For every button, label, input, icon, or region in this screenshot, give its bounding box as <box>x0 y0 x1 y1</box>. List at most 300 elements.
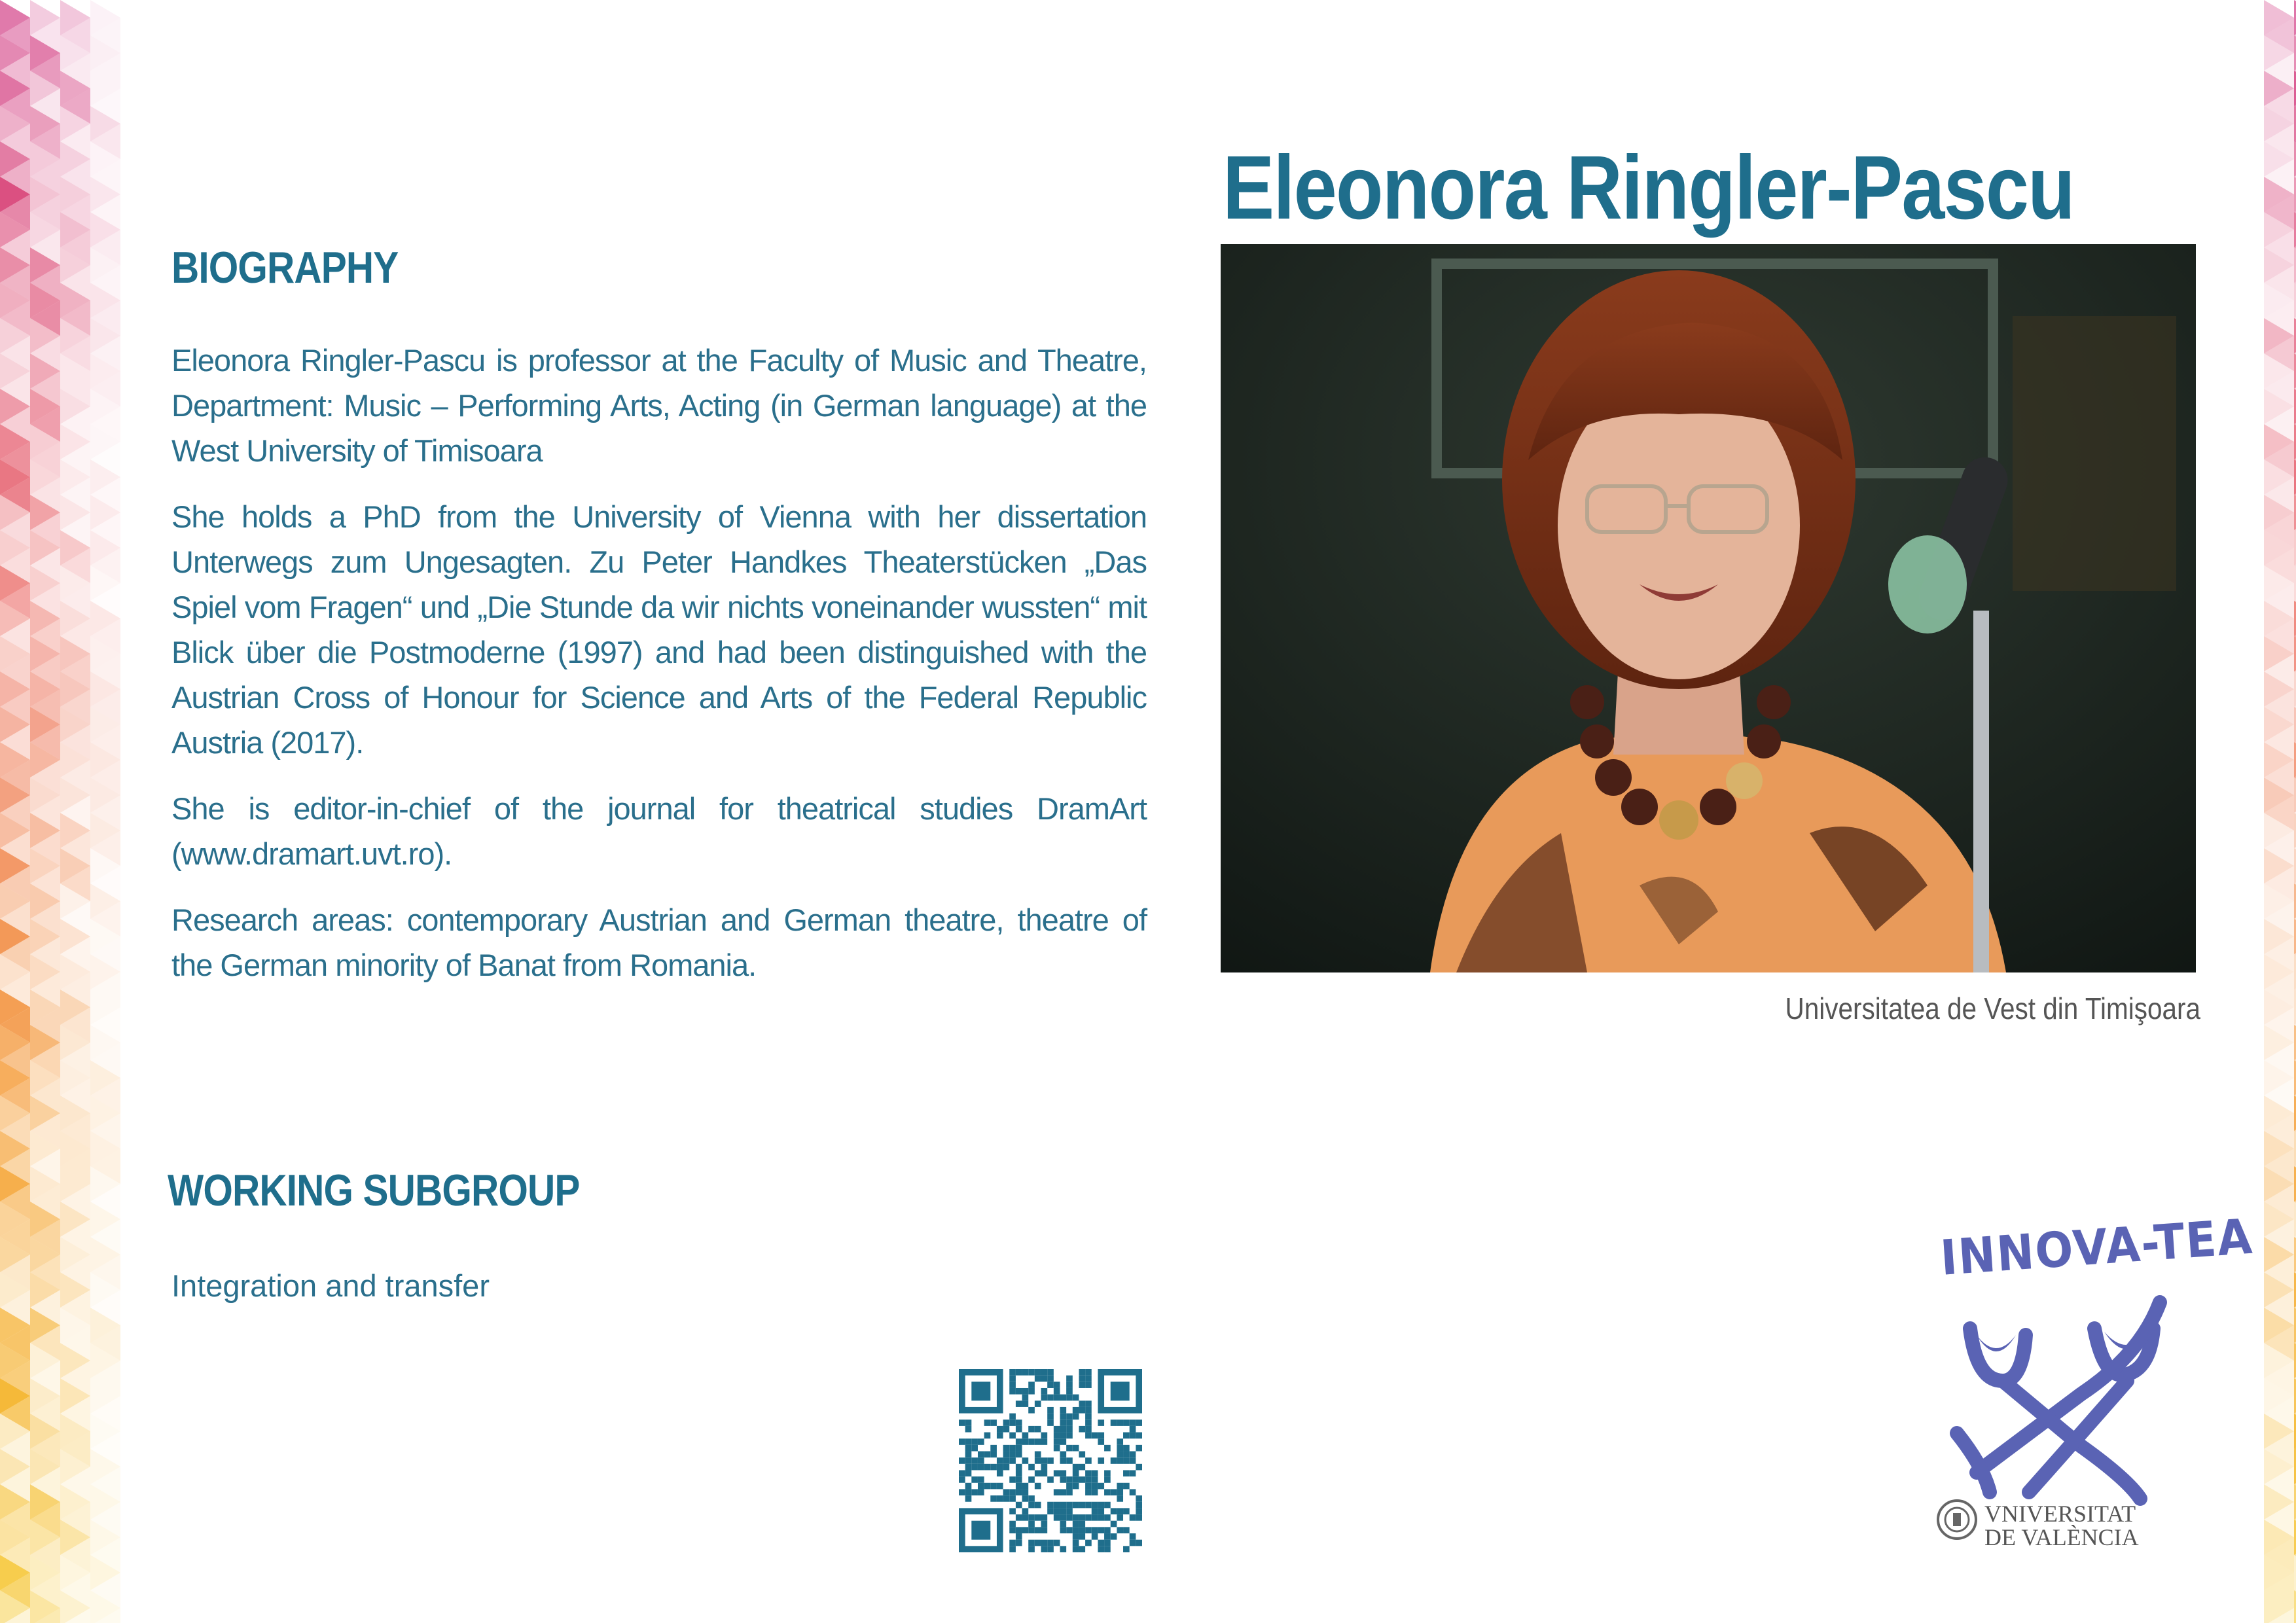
qr-module <box>1016 1527 1022 1533</box>
qr-module <box>1111 1489 1117 1495</box>
qr-module <box>971 1489 978 1495</box>
qr-module <box>978 1476 984 1483</box>
university-name-line1: VNIVERSITAT <box>1984 1501 2136 1527</box>
qr-module <box>1073 1540 1079 1546</box>
qr-module <box>1136 1508 1142 1514</box>
qr-module <box>1079 1521 1085 1527</box>
qr-module <box>1003 1419 1010 1426</box>
qr-module <box>997 1483 1003 1489</box>
qr-module <box>965 1452 972 1458</box>
qr-module <box>1066 1433 1073 1439</box>
qr-module <box>1041 1521 1048 1527</box>
qr-module <box>1085 1376 1092 1382</box>
qr-module <box>1041 1438 1048 1445</box>
qr-module <box>1066 1457 1073 1464</box>
qr-module <box>1016 1489 1022 1495</box>
qr-module <box>1060 1438 1066 1445</box>
qr-module <box>1085 1400 1092 1407</box>
qr-module <box>1035 1369 1041 1376</box>
qr-module <box>1066 1514 1073 1521</box>
qr-module <box>959 1489 965 1495</box>
qr-module <box>1028 1527 1035 1533</box>
qr-module <box>1073 1546 1079 1552</box>
qr-module <box>1022 1438 1029 1445</box>
qr-module <box>1047 1502 1054 1508</box>
qr-module <box>1136 1495 1142 1502</box>
qr-module <box>1022 1433 1029 1439</box>
qr-module <box>978 1483 984 1489</box>
qr-module <box>1104 1533 1111 1540</box>
qr-module <box>1073 1395 1079 1401</box>
qr-module <box>1098 1508 1104 1514</box>
qr-module <box>1111 1533 1117 1540</box>
qr-module <box>1079 1464 1085 1471</box>
qr-module <box>1028 1382 1035 1388</box>
qr-module <box>978 1489 984 1495</box>
qr-module <box>990 1445 997 1452</box>
qr-module <box>1016 1533 1022 1540</box>
qr-module <box>1085 1382 1092 1388</box>
qr-module <box>971 1476 978 1483</box>
qr-module <box>1092 1433 1098 1439</box>
qr-module <box>1041 1457 1048 1464</box>
qr-module <box>1136 1502 1142 1508</box>
qr-module <box>1060 1521 1066 1527</box>
qr-module <box>1047 1382 1054 1388</box>
qr-module <box>1079 1376 1085 1382</box>
qr-module <box>1066 1419 1073 1426</box>
qr-module <box>1092 1502 1098 1508</box>
qr-module <box>984 1419 991 1426</box>
qr-module <box>1035 1400 1041 1407</box>
qr-module <box>959 1419 965 1426</box>
qr-module <box>1085 1527 1092 1533</box>
qr-module <box>1028 1546 1035 1552</box>
qr-module <box>1085 1433 1092 1439</box>
qr-module <box>1111 1382 1130 1400</box>
qr-module <box>1079 1533 1085 1540</box>
qr-module <box>965 1457 972 1464</box>
qr-module <box>1111 1521 1117 1527</box>
qr-module <box>1111 1419 1117 1426</box>
qr-module <box>1117 1508 1123 1514</box>
qr-module <box>1028 1514 1035 1521</box>
qr-module <box>997 1433 1003 1439</box>
qr-module <box>1060 1419 1066 1426</box>
qr-module <box>1085 1407 1092 1414</box>
qr-module <box>1054 1388 1060 1395</box>
qr-module <box>959 1438 965 1445</box>
innova-tea-logo <box>1931 1208 2255 1558</box>
left-triangle-mosaic-border <box>0 0 121 1623</box>
qr-module <box>1047 1457 1054 1464</box>
qr-module <box>1136 1540 1142 1546</box>
qr-module <box>1079 1514 1085 1521</box>
qr-module <box>1060 1527 1066 1533</box>
qr-module <box>1041 1540 1048 1546</box>
qr-module <box>1092 1489 1098 1495</box>
qr-module <box>1117 1483 1123 1489</box>
qr-module <box>1104 1445 1111 1452</box>
qr-module <box>1009 1414 1016 1420</box>
qr-module <box>959 1476 965 1483</box>
qr-module <box>1009 1433 1016 1439</box>
qr-module <box>1085 1540 1092 1546</box>
qr-module <box>1041 1369 1048 1376</box>
qr-module <box>1060 1502 1066 1508</box>
qr-module <box>1016 1483 1022 1489</box>
qr-module <box>997 1470 1003 1476</box>
qr-module <box>984 1433 991 1439</box>
qr-module <box>1054 1445 1060 1452</box>
qr-module <box>1041 1470 1048 1476</box>
qr-module <box>1047 1407 1054 1414</box>
qr-module <box>1047 1395 1054 1401</box>
qr-module <box>1060 1508 1066 1514</box>
qr-module <box>1041 1546 1048 1552</box>
qr-module <box>1092 1514 1098 1521</box>
qr-module <box>1073 1521 1079 1527</box>
qr-module <box>965 1470 972 1476</box>
qr-module <box>1098 1457 1104 1464</box>
qr-module <box>1009 1521 1016 1527</box>
biography-text <box>171 338 1147 1008</box>
qr-module <box>1041 1395 1048 1401</box>
qr-module <box>1054 1470 1060 1476</box>
person-name-title: Eleonora Ringler-Pascu <box>1223 137 2074 238</box>
qr-module <box>1092 1483 1098 1489</box>
qr-module <box>1009 1445 1016 1452</box>
qr-module <box>1066 1395 1073 1401</box>
qr-module <box>1066 1382 1073 1388</box>
qr-module <box>1130 1533 1136 1540</box>
portrait-photo <box>1221 244 2196 972</box>
qr-module <box>1098 1502 1104 1508</box>
qr-module <box>1022 1489 1029 1495</box>
qr-module <box>1028 1521 1035 1527</box>
qr-module <box>1130 1433 1136 1439</box>
qr-module <box>1022 1508 1029 1514</box>
qr-module <box>1028 1426 1035 1433</box>
qr-module <box>1003 1426 1010 1433</box>
qr-module <box>1060 1452 1066 1458</box>
qr-module <box>1123 1433 1130 1439</box>
qr-module <box>1003 1464 1010 1471</box>
qr-module <box>1009 1382 1016 1388</box>
qr-module <box>1092 1476 1098 1483</box>
qr-module <box>1098 1546 1104 1552</box>
qr-module <box>1098 1527 1104 1533</box>
qr-module <box>1022 1388 1029 1395</box>
qr-module <box>1060 1457 1066 1464</box>
qr-module <box>1003 1452 1010 1458</box>
qr-module <box>1136 1433 1142 1439</box>
qr-module <box>1104 1527 1111 1533</box>
qr-module <box>984 1483 991 1489</box>
qr-module <box>1111 1457 1117 1464</box>
qr-module <box>1028 1464 1035 1471</box>
qr-module <box>1035 1540 1041 1546</box>
qr-module <box>1085 1489 1092 1495</box>
qr-module <box>1035 1514 1041 1521</box>
qr-module <box>971 1382 990 1400</box>
qr-module <box>1022 1527 1029 1533</box>
qr-module <box>1041 1376 1048 1382</box>
qr-module <box>1117 1489 1123 1495</box>
qr-module <box>978 1457 984 1464</box>
qr-module <box>971 1521 990 1540</box>
qr-module <box>1079 1382 1085 1388</box>
qr-module <box>1041 1388 1048 1395</box>
qr-module <box>1016 1445 1022 1452</box>
qr-module <box>1016 1464 1022 1471</box>
qr-module <box>1079 1452 1085 1458</box>
qr-module <box>1009 1508 1016 1514</box>
qr-module <box>1022 1395 1029 1401</box>
qr-module <box>1104 1546 1111 1552</box>
qr-module <box>1073 1414 1079 1420</box>
qr-module <box>1073 1483 1079 1489</box>
qr-module <box>1016 1502 1022 1508</box>
qr-module <box>1009 1527 1016 1533</box>
qr-module <box>1054 1426 1060 1433</box>
qr-module <box>990 1419 997 1426</box>
qr-module <box>1054 1395 1060 1401</box>
qr-module <box>1047 1546 1054 1552</box>
qr-module <box>1123 1452 1130 1458</box>
working-subgroup-value: Integration and transfer <box>171 1268 490 1303</box>
qr-module <box>1016 1452 1022 1458</box>
qr-module <box>965 1489 972 1495</box>
qr-module <box>1079 1546 1085 1552</box>
qr-module <box>984 1452 991 1458</box>
qr-module <box>1009 1489 1016 1495</box>
qr-module <box>965 1426 972 1433</box>
qr-module <box>1130 1470 1136 1476</box>
qr-module <box>1009 1540 1016 1546</box>
qr-module <box>1123 1483 1130 1489</box>
qr-module <box>1123 1419 1130 1426</box>
qr-module <box>1085 1476 1092 1483</box>
qr-module <box>1016 1369 1022 1376</box>
qr-module <box>1079 1476 1085 1483</box>
qr-module <box>978 1464 984 1471</box>
right-triangle-mosaic-border <box>2234 0 2296 1623</box>
qr-module <box>1073 1476 1079 1483</box>
qr-module <box>1028 1540 1035 1546</box>
qr-module <box>1123 1527 1130 1533</box>
qr-module <box>1016 1470 1022 1476</box>
qr-module <box>1016 1388 1022 1395</box>
qr-module <box>1009 1495 1016 1502</box>
qr-module <box>1123 1457 1130 1464</box>
qr-module <box>1009 1419 1016 1426</box>
qr-module <box>1028 1438 1035 1445</box>
university-seal-icon <box>1936 1499 1978 1541</box>
qr-module <box>1085 1502 1092 1508</box>
qr-module <box>1104 1470 1111 1476</box>
qr-module <box>1060 1489 1066 1495</box>
qr-module <box>1066 1376 1073 1382</box>
qr-module <box>971 1445 978 1452</box>
qr-module <box>1060 1426 1066 1433</box>
qr-module <box>1085 1426 1092 1433</box>
qr-module <box>959 1457 965 1464</box>
qr-module <box>965 1495 972 1502</box>
qr-module <box>1117 1438 1123 1445</box>
qr-module <box>1092 1470 1098 1476</box>
qr-module <box>978 1452 984 1458</box>
biography-paragraph: She holds a PhD from the University of Vienna with her dissertation Unterwegs zum Ungesagten. Zu Peter Handkes Theaterstücken „Das Spiel vom Fragen“ und „Die Stunde da wir nichts voneinander wussten“ mit Blick über die Postmoderne (1997) and had been distinguished with the Austrian Cross of Honour for Science and Arts of the Federal Republic Austria (2017). <box>171 499 1147 760</box>
qr-module <box>1136 1419 1142 1426</box>
qr-module <box>971 1464 978 1471</box>
qr-module <box>1022 1400 1029 1407</box>
qr-module <box>1047 1540 1054 1546</box>
qr-module <box>1130 1452 1136 1458</box>
qr-module <box>1003 1495 1010 1502</box>
qr-module <box>1066 1476 1073 1483</box>
qr-module <box>965 1419 972 1426</box>
qr-module <box>1073 1533 1079 1540</box>
qr-module <box>978 1438 984 1445</box>
qr-module <box>1085 1414 1092 1420</box>
qr-module <box>1123 1546 1130 1552</box>
qr-module <box>1073 1464 1079 1471</box>
qr-module <box>1066 1502 1073 1508</box>
qr-module <box>997 1426 1003 1433</box>
qr-module <box>1003 1457 1010 1464</box>
qr-module <box>1066 1527 1073 1533</box>
qr-module <box>1054 1540 1060 1546</box>
qr-module <box>1047 1508 1054 1514</box>
qr-module <box>1085 1470 1092 1476</box>
qr-module <box>1003 1445 1010 1452</box>
qr-module <box>1009 1369 1016 1376</box>
qr-module <box>1098 1433 1104 1439</box>
qr-module <box>1104 1489 1111 1495</box>
qr-module <box>1054 1433 1060 1439</box>
qr-module <box>1016 1419 1022 1426</box>
qr-module <box>1016 1514 1022 1521</box>
qr-code-icon[interactable] <box>959 1369 1142 1552</box>
qr-module <box>1047 1376 1054 1382</box>
qr-module <box>1117 1457 1123 1464</box>
qr-module <box>1066 1489 1073 1495</box>
qr-module <box>1047 1414 1054 1420</box>
qr-module <box>1009 1376 1016 1382</box>
qr-module <box>1035 1452 1041 1458</box>
biography-paragraph: Research areas: contemporary Austrian and German theatre, theatre of the German minority of Banat from Romania. <box>171 902 1147 982</box>
photo-caption: Universitatea de Vest din Timişoara <box>1785 991 2200 1026</box>
qr-module <box>1104 1514 1111 1521</box>
qr-module <box>1130 1489 1136 1495</box>
qr-module <box>971 1438 978 1445</box>
qr-module <box>1009 1388 1016 1395</box>
qr-module <box>1047 1369 1054 1376</box>
qr-module <box>1028 1476 1035 1483</box>
qr-module <box>1009 1457 1016 1464</box>
qr-module <box>1060 1414 1066 1420</box>
qr-module <box>1066 1445 1073 1452</box>
qr-module <box>1123 1470 1130 1476</box>
logo-title: INNOVA-TEA <box>1939 1208 2255 1287</box>
qr-module <box>1060 1546 1066 1552</box>
qr-module <box>1092 1508 1098 1514</box>
qr-module <box>1028 1369 1035 1376</box>
qr-module <box>1016 1438 1022 1445</box>
qr-module <box>1035 1502 1041 1508</box>
qr-module <box>1041 1527 1048 1533</box>
qr-module <box>1130 1540 1136 1546</box>
qr-module <box>1003 1489 1010 1495</box>
qr-module <box>965 1464 972 1471</box>
qr-module <box>1104 1540 1111 1546</box>
qr-module <box>1136 1514 1142 1521</box>
qr-module <box>1016 1426 1022 1433</box>
qr-module <box>1123 1508 1130 1514</box>
qr-module <box>1117 1419 1123 1426</box>
qr-module <box>971 1457 978 1464</box>
qr-module <box>1085 1457 1092 1464</box>
working-subgroup-heading: WORKING SUBGROUP <box>168 1166 580 1215</box>
qr-module <box>1073 1527 1079 1533</box>
qr-module <box>1098 1483 1104 1489</box>
qr-module <box>1054 1382 1060 1388</box>
qr-module <box>1028 1502 1035 1508</box>
qr-module <box>1085 1483 1092 1489</box>
qr-module <box>1022 1514 1029 1521</box>
qr-module <box>1117 1514 1123 1521</box>
qr-module <box>1047 1419 1054 1426</box>
qr-module <box>1060 1395 1066 1401</box>
qr-module <box>1079 1426 1085 1433</box>
qr-module <box>1130 1457 1136 1464</box>
qr-module <box>1035 1527 1041 1533</box>
qr-module <box>965 1483 972 1489</box>
qr-module <box>1047 1476 1054 1483</box>
qr-module <box>1066 1508 1073 1514</box>
qr-module <box>1130 1426 1136 1433</box>
qr-module <box>990 1483 997 1489</box>
qr-module <box>1079 1407 1085 1414</box>
qr-module <box>1054 1508 1060 1514</box>
qr-module <box>1028 1495 1035 1502</box>
qr-module <box>1016 1400 1022 1407</box>
qr-module <box>1035 1483 1041 1489</box>
qr-module <box>1066 1414 1073 1420</box>
qr-module <box>1054 1489 1060 1495</box>
qr-module <box>1022 1369 1029 1376</box>
biography-paragraph: She is editor-in-chief of the journal for theatrical studies DramArt (www.dramart.uvt.ro). <box>171 791 1147 871</box>
qr-module <box>965 1438 972 1445</box>
qr-module <box>1041 1464 1048 1471</box>
qr-module <box>1035 1457 1041 1464</box>
qr-module <box>1130 1419 1136 1426</box>
qr-module <box>1092 1527 1098 1533</box>
qr-module <box>990 1452 997 1458</box>
qr-module <box>1016 1540 1022 1546</box>
qr-module <box>1085 1514 1092 1521</box>
qr-module <box>1098 1438 1104 1445</box>
qr-module <box>1073 1470 1079 1476</box>
qr-module <box>1028 1388 1035 1395</box>
qr-module <box>1022 1495 1029 1502</box>
qr-module <box>984 1464 991 1471</box>
qr-module <box>1117 1527 1123 1533</box>
qr-module <box>1073 1445 1079 1452</box>
qr-module <box>959 1470 965 1476</box>
qr-module <box>1066 1426 1073 1433</box>
